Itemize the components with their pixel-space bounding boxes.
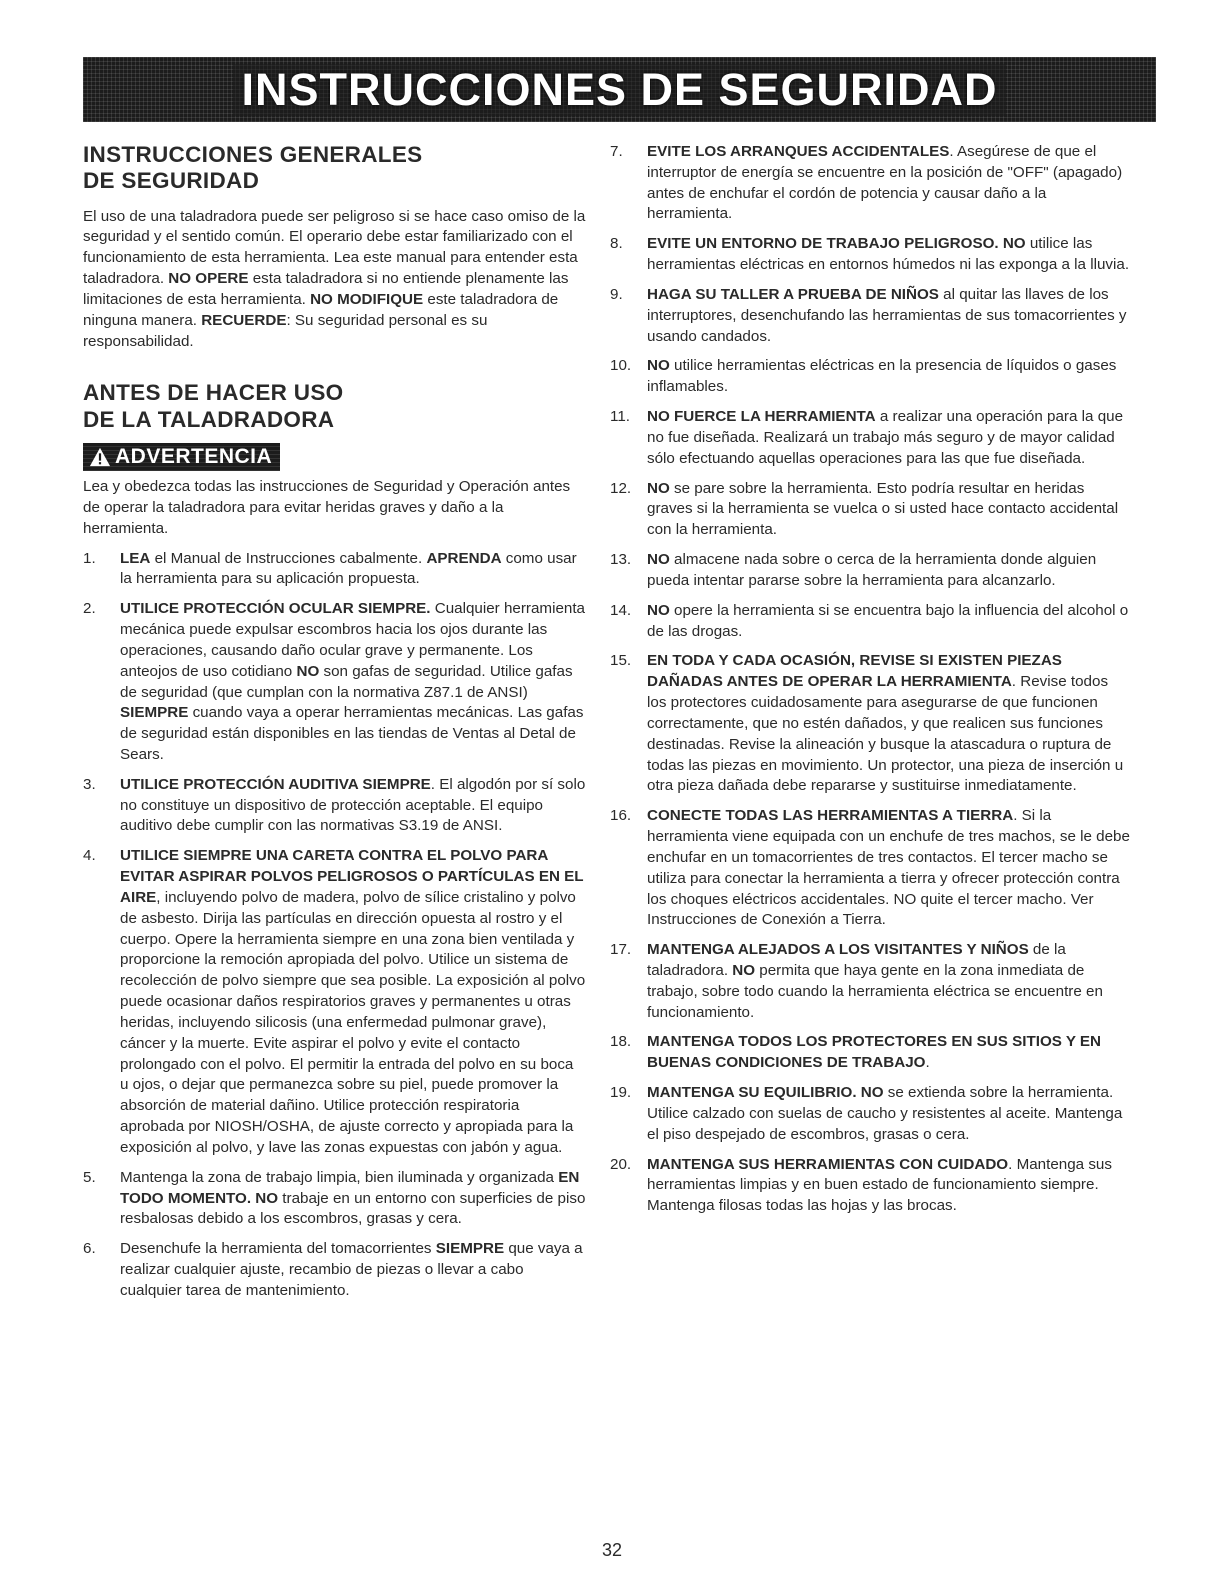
emphasis-text: CONECTE TODAS LAS HERRAMIENTAS A TIERRA xyxy=(647,807,1014,825)
body-text: almacene nada sobre o cerca de la herramienta donde alguien pueda intentar pararse sobre la herramienta para alcanzarlo. xyxy=(647,551,1097,589)
item-number: 2. xyxy=(83,600,96,618)
body-text: se pare sobre la herramienta. Esto podría resultar en heridas graves si la herramienta se vuelca o si usted hace contacto accidental con la herramienta. xyxy=(647,479,1119,539)
safety-item xyxy=(83,549,586,591)
general-safety-heading xyxy=(83,142,586,195)
item-text xyxy=(120,549,586,591)
item-text xyxy=(120,599,586,766)
body-text: utilice herramientas eléctricas en la presencia de líquidos o gases inflamables. xyxy=(647,357,1117,396)
safety-item xyxy=(610,1083,1130,1145)
safety-item xyxy=(610,1032,1130,1074)
body-text: que vaya a realizar cualquier ajuste, recambio de piezas o llevar a cabo cualquier tarea de mantenimiento. xyxy=(120,1240,583,1299)
safety-list-left xyxy=(83,549,586,1302)
before-use-heading xyxy=(83,380,586,433)
safety-item xyxy=(610,1155,1130,1217)
safety-item xyxy=(610,356,1130,398)
item-number: 17. xyxy=(610,941,632,959)
safety-item xyxy=(83,775,586,837)
safety-item xyxy=(83,1168,586,1230)
safety-item xyxy=(610,940,1130,1023)
emphasis-text: MANTENGA SU EQUILIBRIO. NO xyxy=(647,1084,884,1102)
item-text xyxy=(120,1168,586,1230)
body-text: de la taladradora. xyxy=(647,941,1066,979)
emphasis-text: RECUERDE xyxy=(201,311,287,329)
heading-line: DE LA TALADRADORA xyxy=(83,406,335,432)
safety-list-right xyxy=(610,142,1130,1217)
body-text: permita que haya gente en la zona inmediata de trabajo, sobre todo cuando la herramienta eléctrica se encuentre en funcionamiento. xyxy=(647,961,1103,1021)
safety-item xyxy=(83,599,586,766)
body-text: cuando vaya a operar herramientas mecánicas. Las gafas de seguridad están disponibles en las tiendas de Ventas al Detal de Sears. xyxy=(120,704,584,763)
emphasis-text: EVITE LOS ARRANQUES ACCIDENTALES xyxy=(647,143,950,160)
section-banner xyxy=(83,57,1156,122)
body-text: a realizar una operación para la que no fue diseñada. Realizará un trabajo más seguro y de mayor calidad sólo efectuando aquellas operaciones para las que fue diseñada. xyxy=(647,408,1124,467)
heading-line: DE SEGURIDAD xyxy=(83,168,260,194)
emphasis-text: NO MODIFIQUE xyxy=(310,290,424,308)
body-text: son gafas de seguridad. Utilice gafas de seguridad (que cumplan con la normativa Z87.1 de ANSI) xyxy=(120,662,573,701)
warning-label-box xyxy=(83,443,280,471)
page-number: 32 xyxy=(601,1540,623,1560)
item-number: 15. xyxy=(610,652,632,670)
body-text: . xyxy=(925,1054,930,1072)
warning-text: Lea y obedezca todas las instrucciones de Seguridad y Operación antes de operar la taladradora para evitar heridas graves y daño a la herramienta. xyxy=(83,478,571,537)
right-column xyxy=(610,142,1130,1217)
body-text: . Mantenga sus herramientas limpias y en buen estado de funcionamiento siempre. Mantenga filosas todas las hojas y las brocas. xyxy=(647,1155,1112,1215)
item-number: 14. xyxy=(610,601,632,619)
body-text: este taladradora de ninguna manera. xyxy=(83,290,559,329)
emphasis-text: EN TODA Y CADA OCASIÓN, REVISE SI EXISTEN PIEZAS DAÑADAS ANTES DE OPERAR LA HERRAMIENTA xyxy=(647,652,1062,691)
body-text: se extienda sobre la herramienta. Utilice calzado con suelas de caucho y resistentes al aceite. Mantenga el piso despejado de escombros, grasas o cera. xyxy=(647,1084,1123,1143)
emphasis-text: NO FUERCE LA HERRAMIENTA xyxy=(647,408,876,426)
safety-item xyxy=(610,234,1130,276)
warning-label: ADVERTENCIA xyxy=(115,445,273,469)
safety-item xyxy=(83,846,586,1158)
item-text xyxy=(647,550,1130,592)
warning-triangle-icon xyxy=(89,446,111,468)
item-number: 16. xyxy=(610,807,632,825)
body-text: trabaje en un entorno con superficies de piso resbalosas debido a los escombros, grasas y cera. xyxy=(120,1189,586,1228)
emphasis-text: NO xyxy=(647,357,670,375)
safety-item xyxy=(610,806,1130,931)
body-text: el Manual de Instrucciones cabalmente. xyxy=(150,549,427,567)
body-text: . Revise todos los protectores cuidadosamente para asegurarse de que funcionen correctamente, que no estén dañados, y que realicen sus funciones destinadas. Revise la alineación y busque la atascadura o ruptura de todas las piezas en movimiento. Un protector, una pieza de inserción u otra pieza dañada debe repararse y sustituirse inmediatamente. xyxy=(647,673,1124,795)
emphasis-text: SIEMPRE xyxy=(120,704,189,722)
body-text: utilice las herramientas eléctricas en entornos húmedos ni las exponga a la lluvia. xyxy=(647,235,1130,274)
item-number: 9. xyxy=(610,285,623,303)
item-text xyxy=(647,285,1130,347)
body-text: , incluyendo polvo de madera, polvo de sílice cristalino y polvo de asbesto. Dirija las partículas en dirección opuesta al rostro y el cuerpo. Opere la herramienta siempre en una zona bien ventilada y proporcione la remoción apropiada del polvo. Utilice un sistema de recolección de polvo siempre que sea posible. La exposición al polvo puede ocasionar daños respiratorios graves y permanentes u otras heridas, incluyendo silicosis (una enfermedad pulmonar grave), cáncer y la muerte. Evite aspirar el polvo y evite el contacto prolongado con el polvo. El permitir la entrada del polvo en su boca u ojos, o dejar que permanezca sobre su piel, puede promover la absorción de material dañino. Utilice protección respiratoria aprobada por NIOSH/OSHA, de ajuste correcto y apropiada para la exposición al polvo, y lave las zonas expuestas con jabón y agua. xyxy=(120,888,586,1156)
body-text: : Su seguridad personal es su responsabilidad. xyxy=(83,311,488,350)
item-text xyxy=(120,1239,586,1301)
safety-item xyxy=(610,142,1130,225)
intro-paragraph xyxy=(83,207,586,353)
body-text: al quitar las llaves de los interruptores, desenchufando las herramientas de sus tomacorrientes y usando candados. xyxy=(647,285,1127,345)
item-number: 5. xyxy=(83,1168,96,1186)
emphasis-text: UTILICE SIEMPRE UNA CARETA CONTRA EL POLVO PARA EVITAR ASPIRAR POLVOS PELIGROSOS O PARTÍCULAS EN EL AIRE xyxy=(120,847,584,906)
item-number: 18. xyxy=(610,1033,632,1051)
body-text: esta taladradora si no entiende plenamente las limitaciones de esta herramienta. xyxy=(83,270,569,308)
body-text: como usar la herramienta para su aplicación propuesta. xyxy=(120,549,577,588)
item-number: 7. xyxy=(610,143,623,160)
body-text: . Si la herramienta viene equipada con un enchufe de tres machos, se le debe enchufar en un tomacorrientes de tres contactos. El tercer macho se utiliza para conectar la herramienta a tierra y ofrecer protección contra los choques eléctricos accidentales. NO quite el tercer macho. Ver Instrucciones de Conexión a Tierra. xyxy=(647,807,1130,929)
left-column xyxy=(83,142,586,1302)
item-text xyxy=(647,479,1130,541)
safety-item xyxy=(610,601,1130,643)
item-text xyxy=(647,407,1130,469)
item-text xyxy=(647,1155,1130,1217)
body-text: Desenchufe la herramienta del tomacorrientes xyxy=(120,1240,436,1258)
item-text xyxy=(647,234,1130,276)
body-text: El uso de una taladradora puede ser peligroso si se hace caso omiso de la seguridad y el sentido común. El operario debe estar familiarizado con el funcionamiento de esta herramienta. Lea este manual para entender esta taladradora. xyxy=(83,207,586,288)
item-number: 3. xyxy=(83,775,96,793)
safety-item xyxy=(610,285,1130,347)
safety-item xyxy=(83,1239,586,1301)
heading-line: ANTES DE HACER USO xyxy=(83,380,344,406)
item-number: 19. xyxy=(610,1084,632,1102)
emphasis-text: SIEMPRE xyxy=(435,1240,505,1258)
safety-item xyxy=(610,651,1130,797)
safety-item xyxy=(610,479,1130,541)
emphasis-text: NO xyxy=(647,479,670,497)
safety-item xyxy=(610,407,1130,469)
item-number: 11. xyxy=(610,408,630,426)
heading-line: INSTRUCCIONES GENERALES xyxy=(83,142,423,167)
emphasis-text: UTILICE PROTECCIÓN AUDITIVA SIEMPRE xyxy=(120,775,431,793)
body-text: opere la herramienta si se encuentra bajo la influencia del alcohol o de las drogas. xyxy=(647,601,1129,640)
emphasis-text: MANTENGA SUS HERRAMIENTAS CON CUIDADO xyxy=(647,1155,1009,1173)
body-text: Mantenga la zona de trabajo limpia, bien iluminada y organizada xyxy=(120,1168,559,1186)
item-text xyxy=(647,1032,1130,1074)
emphasis-text: UTILICE PROTECCIÓN OCULAR SIEMPRE. xyxy=(120,600,431,618)
emphasis-text: LEA xyxy=(120,549,151,567)
emphasis-text: NO xyxy=(647,601,670,619)
item-number: 6. xyxy=(83,1240,96,1258)
item-number: 20. xyxy=(610,1155,632,1173)
item-text xyxy=(120,775,586,837)
item-text xyxy=(647,1083,1130,1145)
item-text xyxy=(120,846,586,1158)
item-number: 4. xyxy=(83,847,96,865)
emphasis-text: NO xyxy=(732,961,756,979)
body-text: . El algodón por sí solo no constituye un dispositivo de protección aceptable. El equipo auditivo debe cumplir con las normativas S3.19 de ANSI. xyxy=(120,775,586,835)
item-text xyxy=(647,940,1130,1023)
emphasis-text: NO OPERE xyxy=(168,270,249,288)
item-text xyxy=(647,651,1130,797)
item-number: 8. xyxy=(610,235,623,253)
emphasis-text: EVITE UN ENTORNO DE TRABAJO PELIGROSO. NO xyxy=(647,235,1026,253)
safety-item xyxy=(610,550,1130,592)
emphasis-text: APRENDA xyxy=(426,549,502,567)
emphasis-text: NO xyxy=(647,551,670,569)
emphasis-text: NO xyxy=(296,662,320,680)
item-number: 10. xyxy=(610,357,632,375)
emphasis-text: MANTENGA ALEJADOS A LOS VISITANTES Y NIÑOS xyxy=(647,941,1029,959)
item-text xyxy=(647,806,1130,931)
item-number: 12. xyxy=(610,479,632,497)
item-number: 13. xyxy=(610,551,632,569)
emphasis-text: EN TODO MOMENTO. NO xyxy=(120,1168,580,1207)
emphasis-text: MANTENGA TODOS LOS PROTECTORES EN SUS SITIOS Y EN BUENAS CONDICIONES DE TRABAJO xyxy=(647,1033,1102,1072)
banner-title: INSTRUCCIONES DE SEGURIDAD xyxy=(233,64,1005,116)
item-text xyxy=(647,356,1130,398)
item-number: 1. xyxy=(83,549,96,567)
item-text xyxy=(647,142,1130,225)
body-text: . Asegúrese de que el interruptor de energía se encuentre en la posición de "OFF" (apagado) antes de enchufar el cordón de potencia y causar daño a la herramienta. xyxy=(647,143,1123,223)
emphasis-text: HAGA SU TALLER A PRUEBA DE NIÑOS xyxy=(647,285,939,303)
body-text: Cualquier herramienta mecánica puede expulsar escombros hacia los ojos durante las operaciones, causando daño ocular grave y permanente. Los anteojos de uso cotidiano xyxy=(120,600,586,680)
item-text xyxy=(647,601,1130,643)
